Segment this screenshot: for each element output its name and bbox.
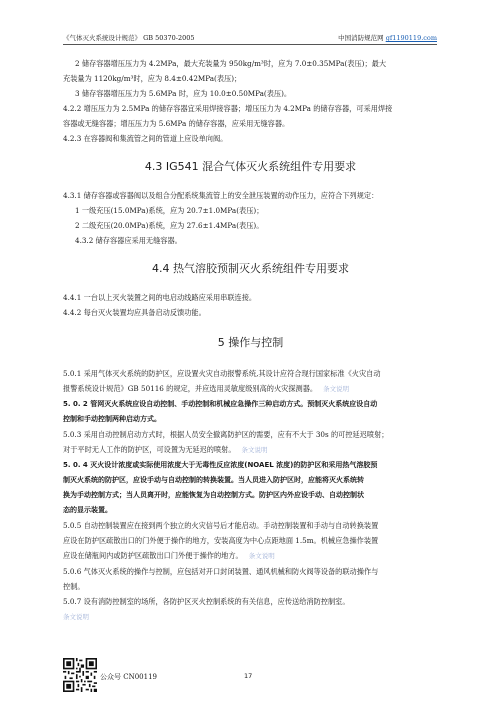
paragraph: 应设在防护区疏散出口的门外便于操作的地方，安装高度为中心点距地面 1.5m。机械应急操作装置 bbox=[63, 536, 379, 545]
header-site-link[interactable]: gf1190119.com bbox=[385, 34, 437, 42]
paragraph: 控制。 bbox=[63, 582, 85, 591]
paragraph: 5.0.1 采用气体灭火系统的防护区，应设置火灾自动报警系统,其设计应符合现行国家标准《火灾自动 bbox=[63, 369, 381, 378]
paragraph: 2 二级充压(20.0MPa)系统，应为 27.6±1.4MPa(表压)。 bbox=[75, 221, 264, 230]
paragraph: 4.2.3 在容器阀和集流管之间的管道上应设单向阀。 bbox=[63, 134, 228, 143]
paragraph: 态的显示装置。 bbox=[63, 506, 112, 514]
paragraph: 换为手动控制方式；当人员离开时，应能恢复为自动控制方式。防护区内外应设手动、自动控制状 bbox=[63, 491, 364, 499]
commentary-link[interactable]: 条文说明 bbox=[63, 613, 89, 621]
section-heading-4-4: 4.4 热气溶胶预制灭火系统组件专用要求 bbox=[152, 262, 349, 275]
commentary-link[interactable]: 条文说明 bbox=[248, 552, 275, 560]
header-site bbox=[338, 33, 437, 42]
header-site-name: 中国消防规范网 bbox=[338, 34, 386, 42]
paragraph: 3 储存容器增压压力为 5.6MPa 时，应为 10.0±0.50MPa(表压)。 bbox=[75, 89, 292, 98]
paragraph: 1 一级充压(15.0MPa)系统，应为 20.7±1.0MPa(表压)； bbox=[75, 206, 264, 215]
paragraph: 5.0.3 采用自动控制启动方式时，根据人员安全撤离防护区的需要，应有不大于 30s 的可控延迟喷射； bbox=[63, 430, 389, 439]
paragraph: 应设在储瓶间内或防护区疏散出口门外便于操作的地方。 条文说明 bbox=[63, 551, 275, 560]
commentary-link[interactable]: 条文说明 bbox=[323, 385, 350, 393]
paragraph: 对于平时无人工作的防护区，可设置为无延迟的喷射。 条文说明 bbox=[63, 445, 268, 454]
paragraph: 制灭火系统的防护区，应设手动与自动控制的转换装置。当人员进入防护区时，应能将灭火系统转 bbox=[63, 476, 364, 484]
paragraph: 4.4.2 每台灭火装置均应具备启动反馈功能。 bbox=[63, 308, 206, 317]
paragraph: 5.0.7 设有消防控制室的场所，各防护区灭火控制系统的有关信息，应传送给消防控制室。 bbox=[63, 597, 350, 606]
paragraph: 4.3.2 储存容器应采用无缝容器。 bbox=[75, 236, 182, 245]
paragraph: 4.2.2 增压压力为 2.5MPa 的储存容器宜采用焊接容器；增压压力为 4.2MPa 的储存容器，可采用焊接 bbox=[63, 104, 393, 113]
page-header bbox=[63, 30, 437, 45]
wechat-account: 公众号 CN00119 bbox=[100, 673, 157, 681]
commentary-link[interactable]: 条文说明 bbox=[241, 446, 268, 454]
paragraph: 5. 0. 4 灭火设计浓度或实际使用浓度大于无毒性反应浓度(NOAEL 浓度)的防护区和采用热气溶胶预 bbox=[63, 461, 378, 469]
paragraph: 5.0.6 气体灭火系统的操作与控制，应包括对开口封闭装置、通风机械和防火阀等设备的联动操作与 bbox=[63, 567, 379, 576]
paragraph: 2 储存容器增压压力为 4.2MPa，最大充装量为 950kg/m³时，应为 7.0±0.35MPa(表压)；最大 bbox=[75, 59, 387, 68]
paragraph: 控制和手动控制两种启动方式。 bbox=[63, 415, 161, 423]
paragraph: 4.4.1 一台以上灭火装置之间的电启动线路应采用串联连接。 bbox=[63, 293, 257, 302]
paragraph: 容器或无缝容器；增压压力为 5.6MPa 的储存容器，应采用无缝容器。 bbox=[63, 119, 290, 128]
paragraph: 报警系统设计规范》GB 50116 的规定，并应选用灵敏度级别高的火灾探测器。 条文说明 bbox=[63, 384, 350, 393]
paragraph bbox=[63, 609, 438, 625]
paragraph: 5. 0. 2 管网灭火系统应设自动控制、手动控制和机械应急操作三种启动方式。预制灭火系统应设自动 bbox=[63, 400, 378, 408]
header-title: 《气体灭火系统设计规范》 GB 50370-2005 bbox=[63, 34, 195, 42]
chapter-heading-5: 5 操作与控制 bbox=[217, 336, 284, 349]
paragraph: 4.3.1 储存容器或容器阀以及组合分配系统集流管上的安全泄压装置的动作压力，应符合下列规定： bbox=[63, 191, 379, 200]
paragraph: 5.0.5 自动控制装置应在接到两个独立的火灾信号后才能启动。手动控制装置和手动与自动转换装置 bbox=[63, 521, 379, 530]
qr-code-icon bbox=[63, 658, 97, 692]
section-heading-4-3: 4.3 IG541 混合气体灭火系统组件专用要求 bbox=[144, 160, 357, 173]
page-number: 17 bbox=[244, 672, 253, 680]
page-content bbox=[63, 56, 438, 625]
paragraph: 充装量为 1120kg/m³时，应为 8.4±0.42MPa(表压)； bbox=[63, 74, 242, 83]
